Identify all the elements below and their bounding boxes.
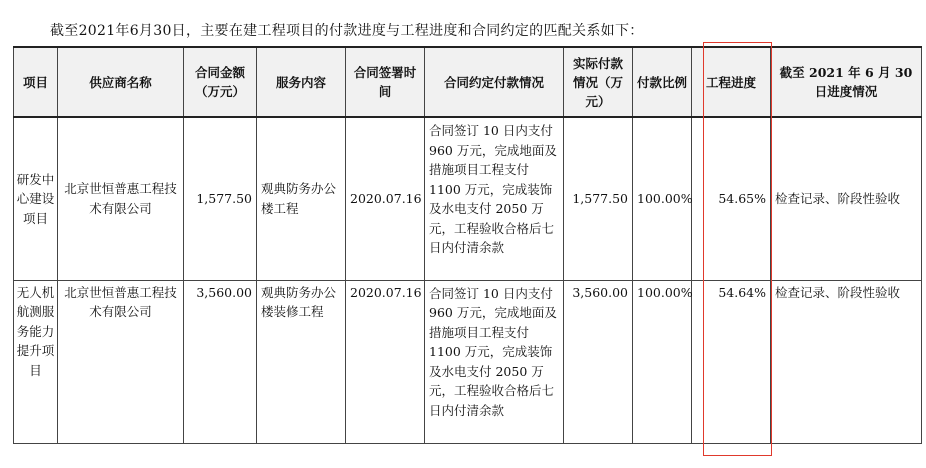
row-project: 研发中心建设项目: [14, 117, 58, 280]
row-sign-date: 2020.07.16: [346, 280, 425, 443]
header-supplier: 供应商名称: [58, 47, 184, 117]
row-contract-terms: 合同签订 10 日内支付 960 万元，完成地面及措施项目工程支付 1100 万元，完成装饰及水电支付 2050 万元，工程验收合格后七日内付清余款: [425, 280, 564, 443]
row-amount: 1,577.50: [184, 117, 257, 280]
header-amount: 合同金额（万元）: [184, 47, 257, 117]
progress-column-highlight: [703, 42, 772, 456]
row-amount: 3,560.00: [184, 280, 257, 443]
row-payment-ratio: 100.00%: [633, 280, 692, 443]
row-progress: 54.64%: [692, 280, 771, 443]
row-service: 观典防务办公楼装修工程: [257, 280, 346, 443]
row-contract-terms: 合同签订 10 日内支付 960 万元，完成地面及措施项目工程支付 1100 万元，完成装饰及水电支付 2050 万元，工程验收合格后七日内付清余款: [425, 117, 564, 280]
table-row: [14, 280, 922, 443]
payment-progress-table: [13, 46, 922, 444]
table-row: [14, 117, 922, 280]
header-service: 服务内容: [257, 47, 346, 117]
row-status: 检查记录、阶段性验收: [771, 280, 922, 443]
header-progress: 工程进度: [692, 47, 771, 117]
row-service: 观典防务办公楼工程: [257, 117, 346, 280]
row-project: 无人机航测服务能力提升项目: [14, 280, 58, 443]
header-contract-terms: 合同约定付款情况: [425, 47, 564, 117]
row-actual-paid: 1,577.50: [564, 117, 633, 280]
row-progress: 54.65%: [692, 117, 771, 280]
row-status: 检查记录、阶段性验收: [771, 117, 922, 280]
row-payment-ratio: 100.00%: [633, 117, 692, 280]
header-project: 项目: [14, 47, 58, 117]
header-status: 截至 2021 年 6 月 30 日进度情况: [771, 47, 922, 117]
header-payment-ratio: 付款比例: [633, 47, 692, 117]
table-header-row: [14, 47, 922, 117]
row-supplier: 北京世恒普惠工程技术有限公司: [58, 117, 184, 280]
row-supplier: 北京世恒普惠工程技术有限公司: [58, 280, 184, 443]
row-sign-date: 2020.07.16: [346, 117, 425, 280]
intro-text: 截至2021年6月30日，主要在建工程项目的付款进度与工程进度和合同约定的匹配关系如下：: [50, 23, 644, 39]
header-sign-date: 合同签署时间: [346, 47, 425, 117]
row-actual-paid: 3,560.00: [564, 280, 633, 443]
header-actual-paid: 实际付款情况（万元）: [564, 47, 633, 117]
